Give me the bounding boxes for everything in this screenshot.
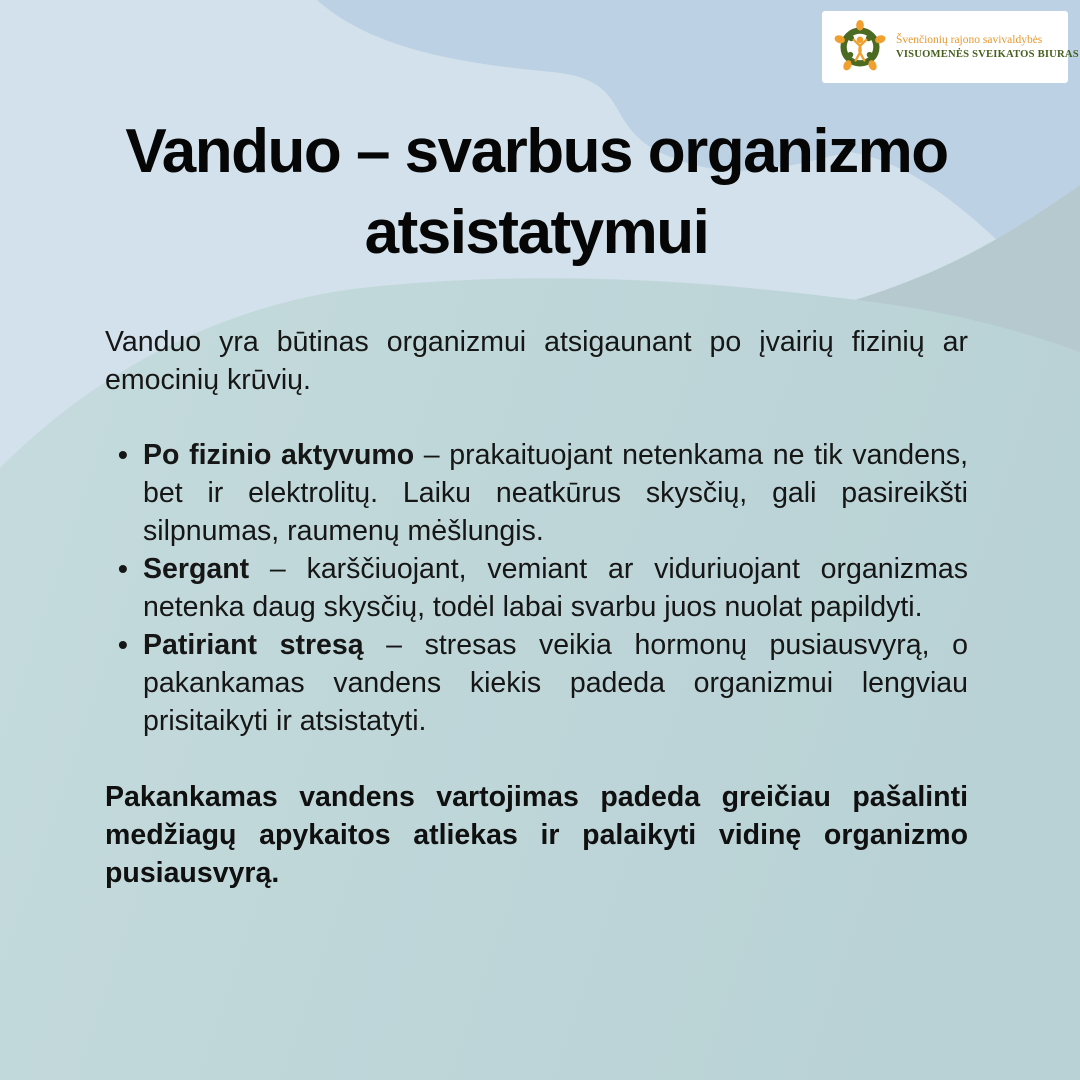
bullet-marker-icon: •	[118, 439, 128, 471]
page-title: Vanduo – svarbus organizmo atsistatymui	[125, 117, 948, 267]
bullet-lead: Po fizinio aktyvumo	[143, 439, 415, 472]
bullet-lead: Sergant	[143, 553, 250, 586]
main-content	[105, 0, 968, 892]
bullet-text: – stresas veikia hormonų pusiausvyrą, o pakankamas vandens kiekis padeda organizmui lengviau prisitaikyti ir atsistatyti.	[143, 629, 968, 738]
bullet-text: – prakaituojant netenkama ne tik vandens, bet ir elektrolitų. Laiku neatkūrus skysčių, gali pasireikšti silpnumas, raumenų mėšlungis.	[143, 439, 968, 548]
list-item	[118, 550, 968, 626]
logo-municipality: Švenčionių rajono savivaldybės	[896, 34, 1043, 46]
closing-paragraph: Pakankamas vandens vartojimas padeda greičiau pašalinti medžiagų apykaitos atliekas ir palaikyti vidinę organizmo pusiausvyrą.	[105, 781, 968, 890]
bullet-text: – karščiuojant, vemiant ar viduriuojant organizmas netenka daug skysčių, todėl labai svarbu juos nuolat papildyti.	[143, 553, 968, 624]
list-item	[118, 436, 968, 550]
bullet-lead: Patiriant stresą	[143, 629, 364, 662]
list-item	[118, 626, 968, 740]
bullet-list	[105, 436, 968, 740]
intro-paragraph: Vanduo yra būtinas organizmui atsigaunant po įvairių fizinių ar emocinių krūvių.	[105, 326, 968, 397]
logo-bureau: VISUOMENĖS SVEIKATOS BIURAS	[896, 49, 1079, 60]
bullet-marker-icon: •	[118, 629, 128, 661]
bullet-marker-icon: •	[118, 553, 128, 585]
